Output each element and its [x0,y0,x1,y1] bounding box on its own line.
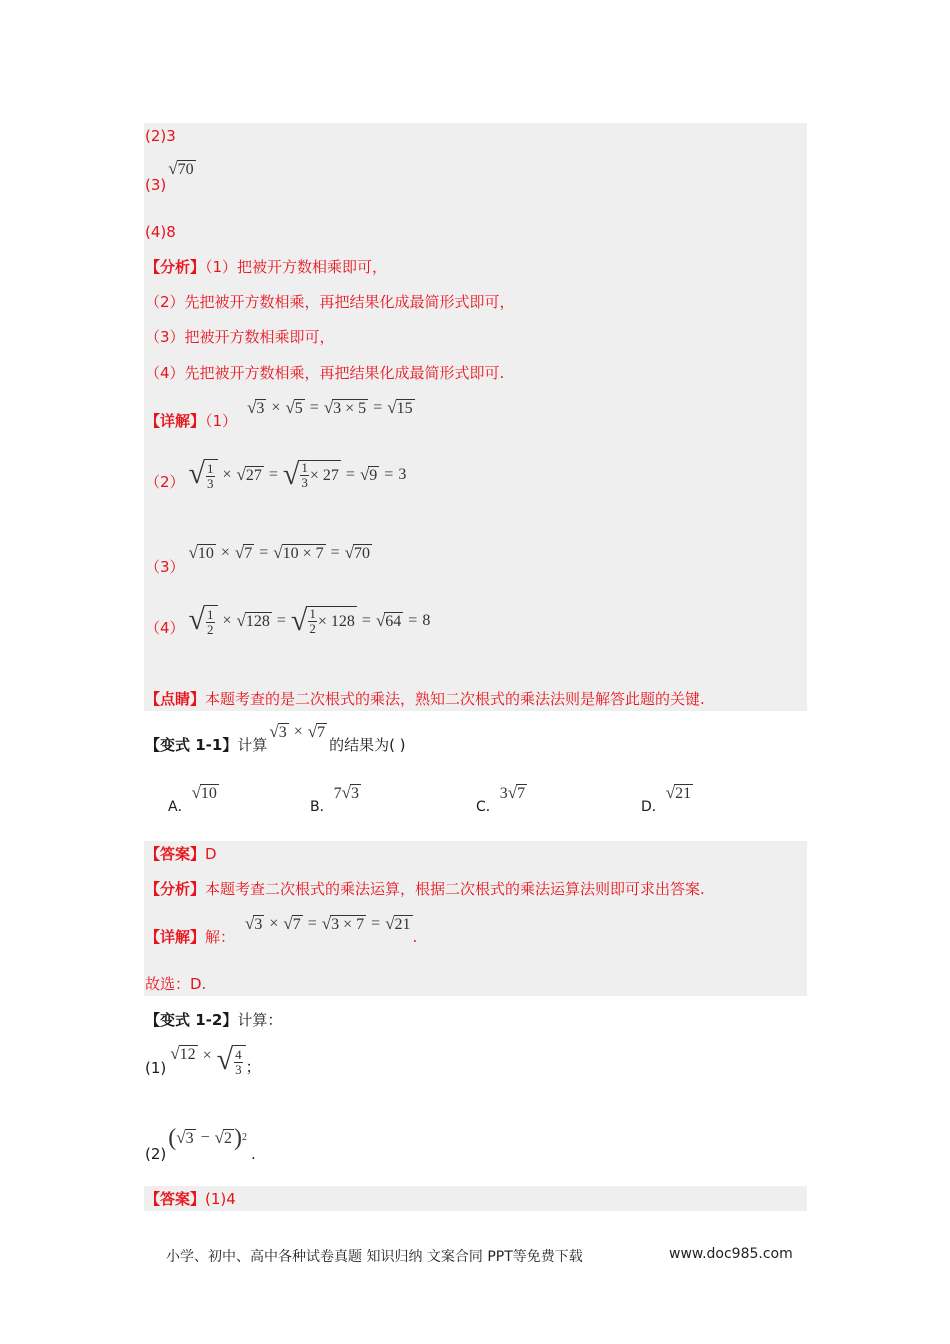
analysis-tag-2: 【分析】 [145,880,206,898]
variant-1-2-tag: 【变式 1-2】 [145,1011,238,1029]
detail-3-formula: √ 10 × √ 7 = √ 10 × 7 = √ 70 [188,542,371,562]
q2-suffix: . [250,1145,256,1163]
q2-label: (2) [145,1145,167,1163]
variant-1-1-detail-formula: √ 3 × √ 7 = √ 3 × 7 = √ 21 [245,913,411,933]
variant-1-1-suffix: 的结果为( ) [329,736,406,754]
option-b-value: 7 √ 3 [333,783,359,802]
variant-1-2-question [145,1010,282,1030]
answer-block-3-background [144,1186,807,1211]
detail-suffix-2: . [412,928,418,946]
detail-3-label: （3） [145,558,185,576]
analysis-line-1: （1）把被开方数相乘即可， [205,258,388,276]
detail-4 [145,604,430,638]
detail-4-label: （4） [145,619,185,637]
answer-3-formula: √ 70 [168,159,194,178]
detail-2-formula: √ $\frac{1}{3}$ × √ 27 = √ $\frac{1}{3}$ × 27 = √ 9 = 3 [188,457,407,491]
option-c[interactable] [476,784,527,816]
answer-3 [145,160,196,195]
analysis-text-2: 本题考查二次根式的乘法运算，根据二次根式的乘法运算法则即可求出答案. [205,880,705,898]
detail-2 [145,458,406,492]
answer-3-label: (3) [145,176,167,194]
variant-1-1-formula: √ 3 × √ 7 [269,721,326,741]
answer-tag: 【答案】 [145,845,206,863]
detail-1 [145,398,415,431]
option-c-value: 3 √ 7 [499,783,526,802]
comment [145,689,705,709]
q1-formula: √ 12 × √ $\frac{4}{3}$ [170,1045,245,1077]
q1-suffix: ； [245,1058,261,1076]
variant-1-2-q1 [145,1044,261,1078]
variant-1-2-prefix: 计算： [237,1011,283,1029]
variant-1-1-answer [145,844,217,864]
analysis-line-2: （2）先把被开方数相乘，再把结果化成最简形式即可， [145,293,515,311]
comment-text: 本题考查的是二次根式的乘法，熟知二次根式的乘法法则是解答此题的关键. [205,690,705,708]
answer-value: D [205,845,217,863]
answer-1-value: (1)4 [205,1190,236,1208]
detail-prefix-2: 解： [205,928,236,946]
footer-url[interactable]: www.doc985.com [669,1246,793,1262]
option-a-value: √ 10 [191,783,217,802]
analysis [145,257,387,277]
comment-tag: 【点睛】 [145,690,206,708]
analysis-line-3: （3）把被开方数相乘即可， [145,328,335,346]
option-b[interactable] [310,784,361,816]
option-b-label: B． [310,799,334,815]
variant-1-1-tag: 【变式 1-1】 [145,736,238,754]
detail-tag: 【详解】 [145,412,206,430]
analysis-line-4: （4）先把被开方数相乘，再把结果化成最简形式即可. [145,364,505,382]
option-a-label: A． [168,799,192,815]
option-a[interactable] [168,784,219,816]
variant-1-1-detail [145,914,417,947]
variant-1-2-q2 [145,1125,256,1164]
answer-4: (4)8 [145,223,176,241]
detail-1-formula: √ 3 × √ 5 = √ 3 × 5 = √ 15 [247,397,413,417]
footer-text: 小学、初中、高中各种试卷真题 知识归纳 文案合同 PPT等免费下载 [166,1249,583,1265]
variant-1-2-answer [145,1189,236,1209]
answer-tag-2: 【答案】 [145,1190,206,1208]
variant-1-1-question [145,722,406,755]
variant-1-1-prefix: 计算 [237,736,268,754]
detail-4-formula: √ $\frac{1}{2}$ × √ 128 = √ $\frac{1}{2}$ × 128 = √ 64 = 8 [188,603,431,637]
detail-3 [145,543,372,577]
option-c-label: C． [476,799,500,815]
q2-formula: ( √ 3 − √ 2 ) 2 [168,1125,247,1151]
option-d[interactable] [641,784,693,816]
variant-1-1-conclusion: 故选：D. [145,975,207,993]
detail-1-label: （1） [205,412,238,430]
analysis-tag: 【分析】 [145,258,206,276]
variant-1-1-analysis [145,879,705,899]
detail-2-label: （2） [145,473,185,491]
option-d-label: D． [641,799,666,815]
answer-2: (2)3 [145,127,176,145]
detail-tag-2: 【详解】 [145,928,206,946]
q1-label: (1) [145,1059,167,1077]
option-d-value: √ 21 [665,783,692,802]
